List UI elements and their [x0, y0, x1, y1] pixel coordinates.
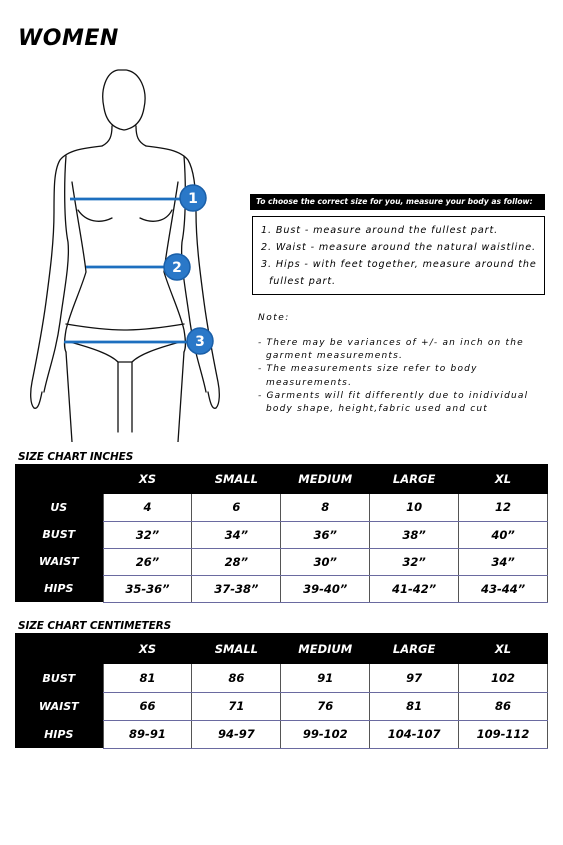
header-cell-small: SMALL: [192, 633, 281, 664]
size-chart-cm-table: [15, 633, 548, 749]
hips-marker-label: 3: [195, 334, 205, 350]
table-row: [15, 720, 548, 748]
table-row: [15, 494, 548, 521]
table-cell: 86: [192, 664, 281, 692]
table-cell: 41-42”: [370, 575, 459, 602]
size-chart-inches-title: SIZE CHART INCHES: [18, 451, 134, 463]
header-cell-xl: XL: [459, 464, 548, 494]
waist-marker-label: 2: [172, 260, 182, 276]
table-cell: 91: [281, 664, 370, 692]
instruction-hips-cont: fullest part.: [269, 276, 336, 287]
instruction-hips: 3. Hips - with feet together, measure around the: [261, 259, 537, 270]
table-cell: 94-97: [192, 720, 281, 748]
header-cell-xs: XS: [103, 464, 192, 494]
table-cell: 34”: [459, 548, 548, 575]
header-cell-blank: [15, 464, 103, 494]
hips-marker: [187, 328, 213, 354]
size-chart-inches-table: [15, 464, 548, 603]
note-line: - Garments will fit differently due to inidividual: [258, 390, 529, 401]
table-cell: 35-36”: [103, 575, 192, 602]
instruction-waist: 2. Waist - measure around the natural waistline.: [261, 242, 536, 253]
table-cell: 76: [281, 692, 370, 720]
table-cell: 30”: [281, 548, 370, 575]
table-cell: 32”: [103, 521, 192, 548]
table-row: [15, 664, 548, 692]
table-cell: 86: [459, 692, 548, 720]
table-cell: 6: [192, 494, 281, 521]
table-cell: 97: [370, 664, 459, 692]
note-line: measurements.: [266, 377, 353, 388]
body-figure: [20, 62, 240, 442]
header-cell-large: LARGE: [370, 464, 459, 494]
row-label: WAIST: [15, 692, 103, 720]
note-line: - The measurements size refer to body: [258, 364, 478, 375]
header-cell-xl: XL: [459, 633, 548, 664]
table-cell: 81: [370, 692, 459, 720]
page-title: WOMEN: [18, 26, 119, 51]
note-line: garment measurements.: [266, 351, 404, 362]
table-cell: 34”: [192, 521, 281, 548]
header-cell-small: SMALL: [192, 464, 281, 494]
table-cell: 109-112: [459, 720, 548, 748]
note-title: Note:: [258, 313, 290, 323]
table-cell: 102: [459, 664, 548, 692]
notes-list: [258, 337, 528, 416]
header-cell-medium: MEDIUM: [281, 464, 370, 494]
row-label: BUST: [15, 664, 103, 692]
row-label: WAIST: [15, 548, 103, 575]
table-cell: 104-107: [370, 720, 459, 748]
row-label: HIPS: [15, 575, 103, 602]
neck-outline: [102, 126, 146, 146]
table-cell: 32”: [370, 548, 459, 575]
row-label: US: [15, 494, 103, 521]
size-chart-cm-title: SIZE CHART CENTIMETERS: [18, 620, 172, 632]
waist-marker: [164, 254, 190, 280]
header-cell-xs: XS: [103, 633, 192, 664]
instructions-box: [252, 216, 545, 295]
table-cell: 40”: [459, 521, 548, 548]
table-cell: 26”: [103, 548, 192, 575]
header-cell-blank: [15, 633, 103, 664]
table-row: [15, 548, 548, 575]
table-cell: 38”: [370, 521, 459, 548]
table-row: [15, 692, 548, 720]
table-cell: 8: [281, 494, 370, 521]
table-header-row: [15, 633, 548, 664]
table-cell: 10: [370, 494, 459, 521]
header-cell-medium: MEDIUM: [281, 633, 370, 664]
row-label: BUST: [15, 521, 103, 548]
table-cell: 28”: [192, 548, 281, 575]
note-line: body shape, height,fabric used and cut: [266, 404, 489, 415]
table-cell: 71: [192, 692, 281, 720]
head-outline: [103, 70, 145, 130]
table-header-row: [15, 464, 548, 494]
table-cell: 81: [103, 664, 192, 692]
table-row: [15, 521, 548, 548]
table-cell: 37-38”: [192, 575, 281, 602]
note-line: - There may be variances of +/- an inch on the: [258, 338, 524, 348]
instructions-header: To choose the correct size for you, measure your body as follow:: [250, 194, 545, 210]
row-label: HIPS: [15, 720, 103, 748]
table-cell: 12: [459, 494, 548, 521]
table-cell: 39-40”: [281, 575, 370, 602]
table-cell: 36”: [281, 521, 370, 548]
table-cell: 99-102: [281, 720, 370, 748]
instruction-bust: 1. Bust - measure around the fullest part.: [261, 225, 499, 236]
bust-marker: [180, 185, 206, 211]
table-cell: 43-44”: [459, 575, 548, 602]
table-cell: 66: [103, 692, 192, 720]
table-cell: 89-91: [103, 720, 192, 748]
table-row: [15, 575, 548, 602]
table-cell: 4: [103, 494, 192, 521]
header-cell-large: LARGE: [370, 633, 459, 664]
bust-marker-label: 1: [188, 191, 198, 207]
